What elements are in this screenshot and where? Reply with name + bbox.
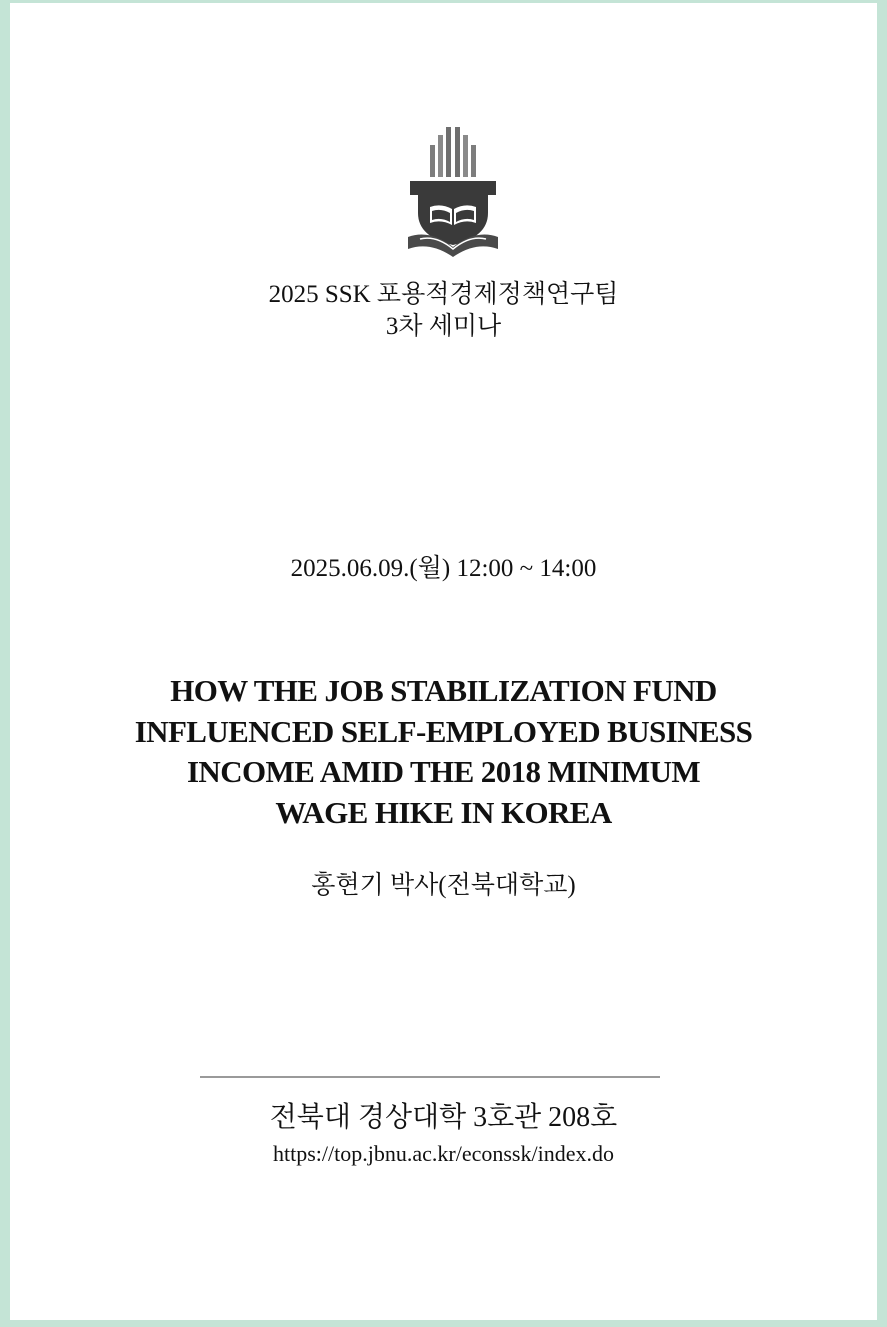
footer-divider	[200, 1076, 660, 1078]
event-datetime: 2025.06.09.(월) 12:00 ~ 14:00	[290, 555, 597, 582]
venue-location: 전북대 경상대학 3호관 208호	[269, 1102, 618, 1133]
title-line: INFLUENCED SELF-EMPLOYED BUSINESS	[134, 713, 753, 749]
title-line: HOW THE JOB STABILIZATION FUND	[170, 673, 717, 708]
website-link[interactable]: https://top.jbnu.ac.kr/econssk/index.do	[273, 1141, 614, 1166]
university-emblem-icon	[398, 123, 508, 257]
title-line: INCOME AMID THE 2018 MINIMUM	[186, 754, 701, 789]
speaker-name: 홍현기 박사(전북대학교)	[311, 872, 576, 899]
title-line: WAGE HIKE IN KOREA	[275, 794, 612, 830]
seminar-poster	[10, 3, 877, 1320]
seminar-label: 3차 세미나	[385, 313, 502, 340]
organization-line: 2025 SSK 포용적경제정책연구팀	[268, 281, 619, 308]
talk-title	[50, 671, 837, 833]
